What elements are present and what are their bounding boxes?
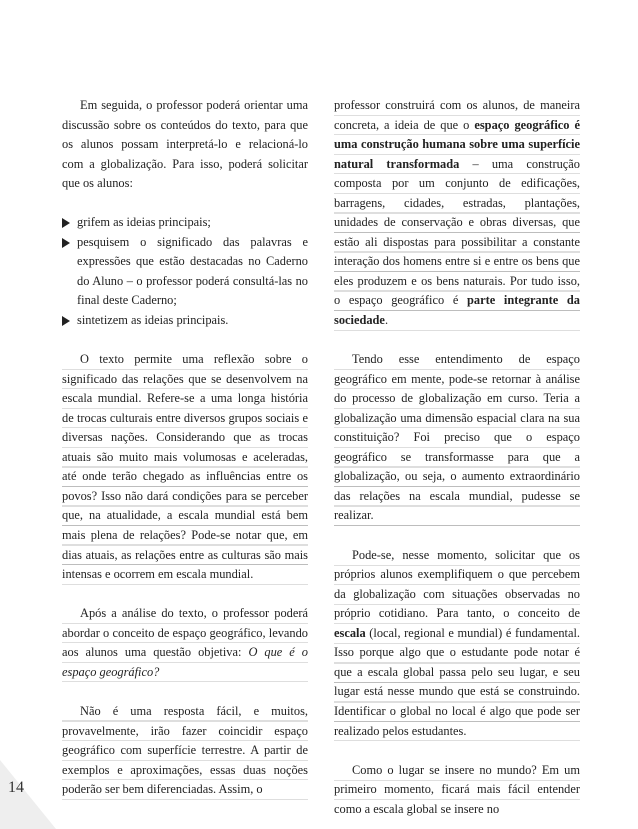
scale-highlight: escala xyxy=(334,625,366,640)
triangle-bullet-icon xyxy=(62,316,70,326)
paragraph-intro: Em seguida, o professor poderá orientar uma discussão sobre os conteúdos do texto, para que os alunos possam interpretá-lo e relacioná-lo com a globalização. Para isso, poderá solicitar que os alunos: xyxy=(62,98,308,191)
right-column xyxy=(334,96,580,819)
left-column xyxy=(62,96,308,800)
key-question: O que é o espaço geográfico? xyxy=(62,645,309,679)
triangle-bullet-icon xyxy=(62,218,70,228)
paragraph-answer: Não é uma resposta fácil, e muitos, provavelmente, irão fazer coincidir espaço geográfico com superfície terrestre. A partir de exemplos e aproximações, essas duas noções poderão ser bem diferenciadas. Assim, o xyxy=(62,702,308,800)
paragraph-scale: Pode-se, nesse momento, solicitar que os próprios alunos exemplifiquem o que percebem da globalização com situações observadas no próprio cotidiano. Para tanto, o conceito de escala (local, regional e mundial) é fundamental. Isso porque algo que o estudante pode notar é que a escala global passa pelo seu lugar, e seu lugar está nesse mundo que está se construindo. Identificar o global no local é algo que pode ser realizado pelos estudantes. xyxy=(334,546,580,741)
definition-highlight: espaço geográfico é uma construção humana sobre uma superfície natural transformada xyxy=(334,117,580,171)
list-item: grifem as ideias principais; xyxy=(62,213,308,233)
paragraph-reflection: O texto permite uma reflexão sobre o significado das relações que se desenvolvem na escala mundial. Refere-se a uma longa história de trocas culturais entre diversos grupos sociais e diversas nações. Considerando que as trocas atuais são muito mais volumosas e aceleradas, até onde terão chegado as influências entre os povos? Isso não dará condições para se perceber que, na atualidade, a escala mundial está bem mais plena de relações? Pode-se notar que, em dias atuais, as relações entre as culturas são mais intensas e ocorrem em escala mundial. xyxy=(62,350,308,585)
list-item: sintetizem as ideias principais. xyxy=(62,311,308,331)
page-number: 14 xyxy=(8,779,24,796)
paragraph-construction: professor construirá com os alunos, de maneira concreta, a ideia de que o espaço geográfico é uma construção humana sobre uma superfície natural transformada – uma construção composta por um conjunto de edificações, barragens, cidades, estradas, plantações, unidades de conservação e obras diversas, que estão ali dispostas para possibilitar a constante interação dos homens entre si e entre os bens que eles produzem e os bens naturais. Por tudo isso, o espaço geográfico é parte integrante da sociedade. xyxy=(334,96,580,331)
paragraph-globalization: Tendo esse entendimento de espaço geográfico em mente, pode-se retornar à análise do processo de globalização em curso. Teria a globalização uma dimensão espacial clara na sua constituição? Foi preciso que o espaço geográfico se transformasse para que a globalização, ou seja, o aumento extraordinário das relações na escala mundial, pudesse se realizar. xyxy=(334,350,580,526)
paragraph-concept: Após a análise do texto, o professor poderá abordar o conceito de espaço geográfico, levando aos alunos uma questão objetiva: O que é o espaço geográfico? xyxy=(62,604,308,682)
student-task-list xyxy=(62,213,308,330)
triangle-bullet-icon xyxy=(62,238,70,248)
list-item: pesquisem o significado das palavras e expressões que estão destacadas no Caderno do Aluno – o professor poderá consultá-las no final deste Caderno; xyxy=(62,233,308,311)
paragraph-place: Como o lugar se insere no mundo? Em um primeiro momento, ficará mais fácil entender como a escala global se insere no xyxy=(334,761,580,820)
society-highlight: parte integrante da sociedade xyxy=(334,293,580,328)
